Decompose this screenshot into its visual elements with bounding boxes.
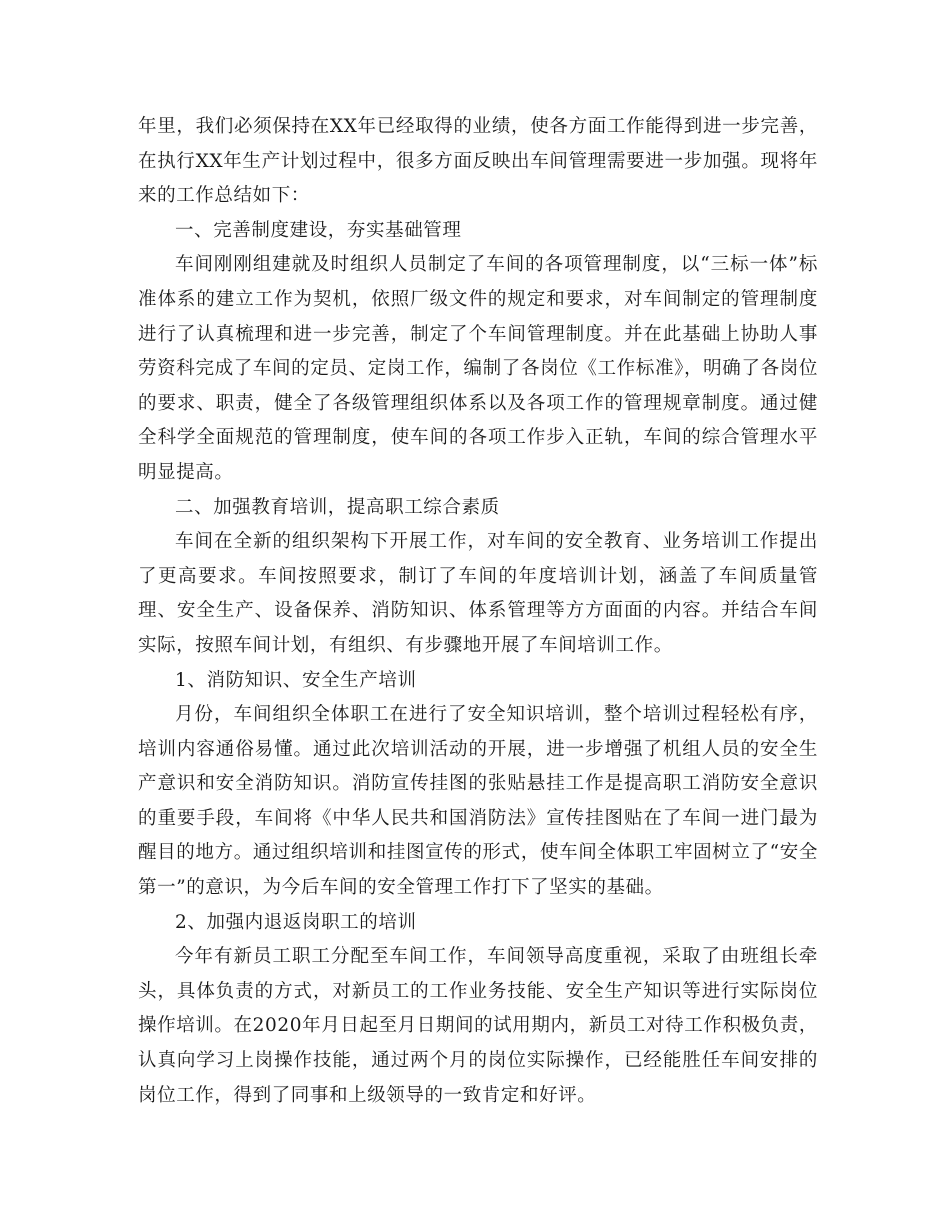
document-body — [138, 110, 818, 1113]
paragraph-subsection-2: 今年有新员工职工分配至车间工作，车间领导高度重视，采取了由班组长牵头，具体负责的方式，对新员工的工作业务技能、安全生产知识等进行实际岗位操作培训。在2020年月日起至月日期间的试用期内，新员工对待工作积极负责，认真向学习上岗操作技能，通过两个月的岗位实际操作，已经能胜任车间安排的岗位工作，得到了同事和上级领导的一致肯定和好评。 — [138, 946, 818, 1106]
paragraph-section-1: 车间刚刚组建就及时组织人员制定了车间的各项管理制度，以“三标一体”标准体系的建立工作为契机，依照厂级文件的规定和要求，对车间制定的管理制度进行了认真梳理和进一步完善，制定了个车间管理制度。并在此基础上协助人事劳资科完成了车间的定员、定岗工作，编制了各岗位《工作标准》，明确了各岗位的要求、职责，健全了各级管理组织体系以及各项工作的管理规章制度。通过健全科学全面规范的管理制度，使车间的各项工作步入正轨，车间的综合管理水平明显提高。 — [138, 254, 818, 483]
heading-section-2: 二、加强教育培训，提高职工综合素质 — [175, 496, 500, 518]
paragraph-subsection-1: 月份，车间组织全体职工在进行了安全知识培训，整个培训过程轻松有序，培训内容通俗易懂。通过此次培训活动的开展，进一步增强了机组人员的安全生产意识和安全消防知识。消防宣传挂图的张贴悬挂工作是提高职工消防安全意识的重要手段，车间将《中华人民共和国消防法》宣传挂图贴在了车间一进门最为醒目的地方。通过组织培训和挂图宣传的形式，使车间全体职工牢固树立了“安全第一”的意识，为今后车间的安全管理工作打下了坚实的基础。 — [138, 704, 818, 899]
paragraph-section-2: 车间在全新的组织架构下开展工作，对车间的安全教育、业务培训工作提出了更高要求。车间按照要求，制订了车间的年度培训计划，涵盖了车间质量管理、安全生产、设备保养、消防知识、体系管理等方方面面的内容。并结合车间实际，按照车间计划，有组织、有步骤地开展了车间培训工作。 — [138, 531, 818, 656]
paragraph-intro: 年里，我们必须保持在XX年已经取得的业绩，使各方面工作能得到进一步完善，在执行XX年生产计划过程中，很多方面反映出车间管理需要进一步加强。现将年来的工作总结如下： — [138, 116, 818, 207]
heading-section-1: 一、完善制度建设，夯实基础管理 — [175, 219, 462, 241]
heading-subsection-1: 1、消防知识、安全生产培训 — [175, 669, 417, 691]
heading-subsection-2: 2、加强内退返岗职工的培训 — [175, 911, 417, 933]
